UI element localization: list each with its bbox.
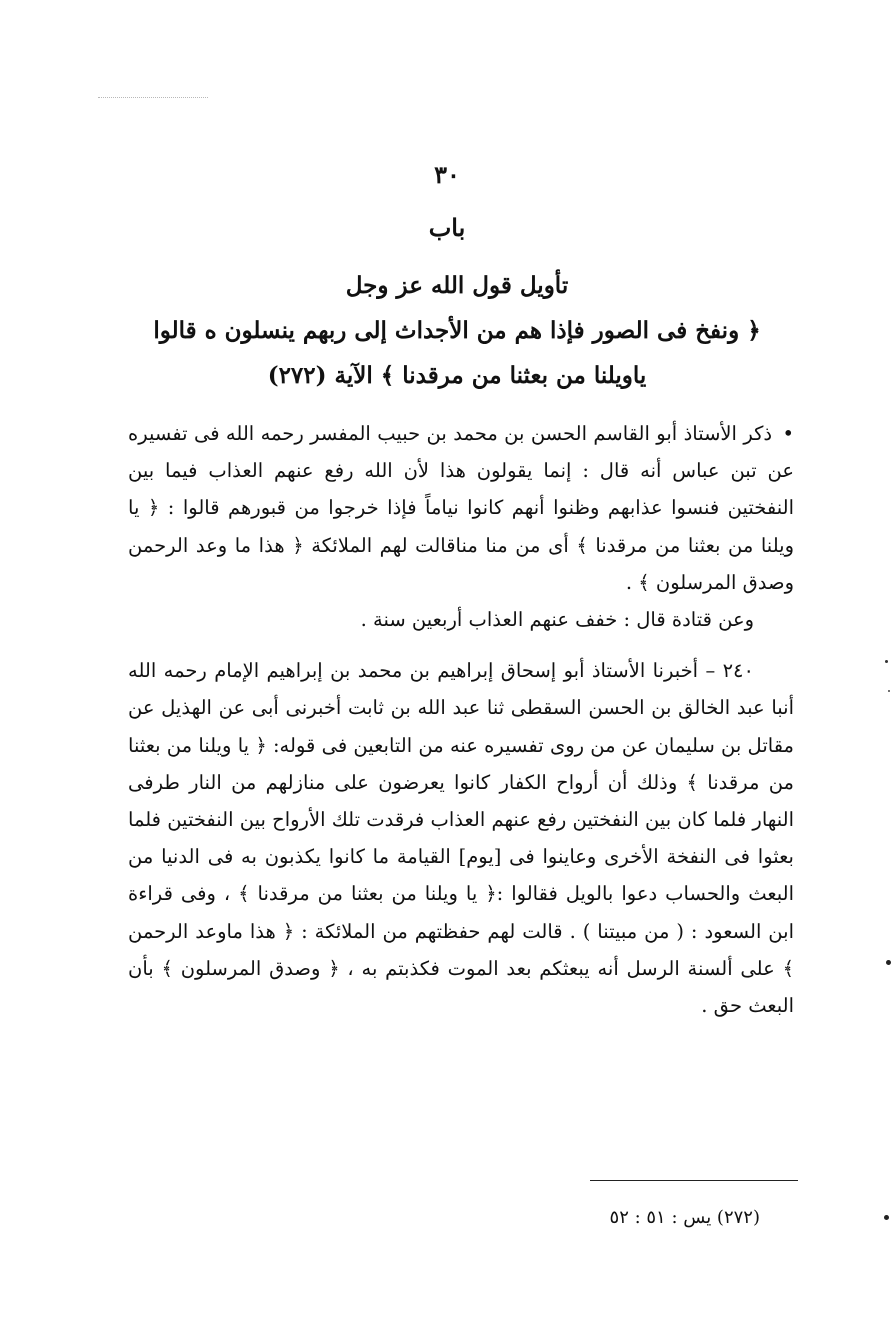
margin-dot [886,960,891,965]
bullet-marker: • [782,422,795,445]
paragraph-3-narration-240: ٢٤٠ – أخبرنا الأستاذ أبو إسحاق إبراهيم بن محمد بن إبراهيم الإمام رحمه الله أنبا عبد الخالق بن الحسن السقطى ثنا عبد الله بن ثابت أخبرنى أبى عن الهذيل عن مقاتل بن سليمان عن من روى تفسيره عنه من التابعين فى قوله: ﴿ يا ويلنا من بعثنا من مرقدنا ﴾ وذلك أن أرواح الكفار كانوا يعرضون على منازلهم من النار طرفى النهار فلما كان بين النفختين رفع عنهم العذاب فرقدت تلك الأرواح بين النفختين فلما بعثوا فى النفخة الأخرى وعاينوا فى [يوم] القيامة ما كانوا يكذبون به فى الدنيا من البعث والحساب دعوا بالويل فقالوا :﴿ يا ويلنا من بعثنا من مرقدنا ﴾ ، وفى قراءة ابن السعود : ( من مبيتنا ) . قالت لهم حفظتهم من الملائكة : ﴿ هذا ماوعد الرحمن ﴾ على ألسنة الرسل أنه يبعثكم بعد الموت فكذبتم به ، ﴿ وصدق المرسلون ﴾ بأن البعث حق . [128,659,794,1018]
paragraph-2: وعن قتادة قال : خفف عنهم العذاب أربعين سنة . [360,608,754,632]
margin-dot [884,1215,889,1220]
chapter-label: باب [428,213,466,242]
scan-speck [885,660,888,663]
body-text [128,415,794,1024]
scan-speck [888,690,890,692]
footnote-separator [590,1180,798,1181]
heading-line-2: ﴿ ونفخ فى الصور فإذا هم من الأجداث إلى ربهم ينسلون ه قالوا [153,317,761,344]
heading-line-3: ياويلنا من بعثنا من مرقدنا ﴾ الآية (٢٧٢) [267,362,647,389]
footnote-272: (٢٧٢) يس : ٥١ : ٥٢ [609,1207,760,1228]
chapter-number: ٣٠ [434,160,460,189]
paragraph-1-text: ذكر الأستاذ أبو القاسم الحسن بن محمد بن حبيب المفسر رحمه الله فى تفسيره عن تبن عباس أنه قال : إنما يقولون هذا لأن الله رفع عنهم العذاب فيما بين النفختين فنسوا عذابهم وظنوا أنهم كانوا نياماً فإذا خرجوا من قبورهم قالوا : ﴿ يا ويلنا من بعثنا من مرقدنا ﴾ أى من منا مناقالت لهم الملائكة ﴿ هذا ما وعد الرحمن وصدق المرسلون ﴾ . [128,422,794,594]
chapter-heading [120,263,794,398]
paragraph-1 [128,415,794,601]
top-dotted-rule [98,97,208,98]
heading-line-1: تأويل قول الله عز وجل [345,272,569,299]
